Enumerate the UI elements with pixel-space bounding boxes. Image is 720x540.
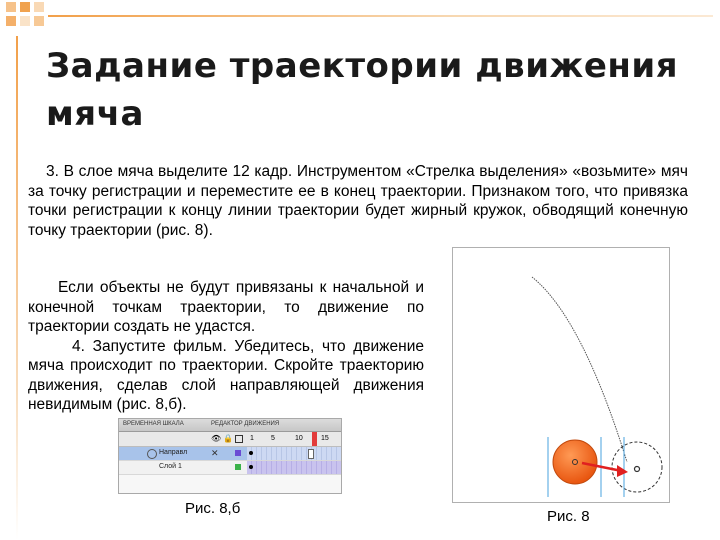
timeline-panel-figure (118, 418, 342, 494)
timeline-empty-area (119, 475, 341, 494)
timeline-tabs (119, 419, 341, 432)
frame-number-10: 10 (295, 435, 303, 442)
frame-number-5: 5 (271, 435, 275, 442)
paragraph-step-3: 3. В слое мяча выделите 12 кадр. Инструментом «Стрелка выделения» «возьмите» мяч за точку регистрации и переместите ее в конец траектории. Признаком того, что привязка точки регистрации к концу линии траектории будет жирный кружок, обводящий конечную точку траектории (рис. 8). (28, 163, 688, 239)
keyframe-dot (249, 465, 253, 469)
hidden-x-icon: ✕ (211, 448, 219, 458)
caption-fig-8: Рис. 8 (547, 508, 590, 525)
layer-color-swatch (235, 464, 241, 470)
layer-name-guide: Направл (159, 449, 188, 456)
paragraph-note: Если объекты не будут привязаны к начальной и конечной точкам траектории, то движение по траектории создать не удастся. (28, 279, 424, 335)
title-line-1: Задание траектории движения (46, 46, 679, 86)
frame-number-1: 1 (250, 435, 254, 442)
layer-row-guide[interactable] (119, 447, 341, 461)
layer-name-1: Слой 1 (159, 463, 182, 470)
caption-fig-8b: Рис. 8,б (185, 500, 241, 517)
corner-squares-decoration (0, 0, 48, 40)
trajectory-figure (452, 247, 670, 503)
eye-icon: 👁 (211, 434, 222, 443)
frame-number-15: 15 (321, 435, 329, 442)
tab-motion-editor: РЕДАКТОР ДВИЖЕНИЯ (211, 421, 280, 427)
paragraph-step-4: 4. Запустите фильм. Убедитесь, что движение мяча происходит по траектории. Скройте траекторию движения, сделав слой направляющей движения невидимым (рис. 8,б). (28, 337, 424, 413)
left-rule-decoration (16, 36, 18, 540)
end-frame-box (308, 449, 314, 459)
outline-icon (235, 435, 243, 443)
slide-title (46, 42, 696, 138)
guide-layer-icon (147, 449, 157, 459)
layer-row-1[interactable] (119, 461, 341, 475)
title-line-2: мяча (46, 94, 144, 134)
keyframe-dot (249, 451, 253, 455)
playhead (312, 432, 317, 446)
timeline-header (119, 432, 341, 447)
ball-shape (553, 440, 597, 484)
top-rule-decoration (48, 15, 713, 17)
layer-color-swatch (235, 450, 241, 456)
tab-timeline: ВРЕМЕННАЯ ШКАЛА (123, 421, 184, 427)
paragraph-steps-note-4 (28, 278, 424, 415)
lock-icon: 🔒 (223, 434, 233, 443)
